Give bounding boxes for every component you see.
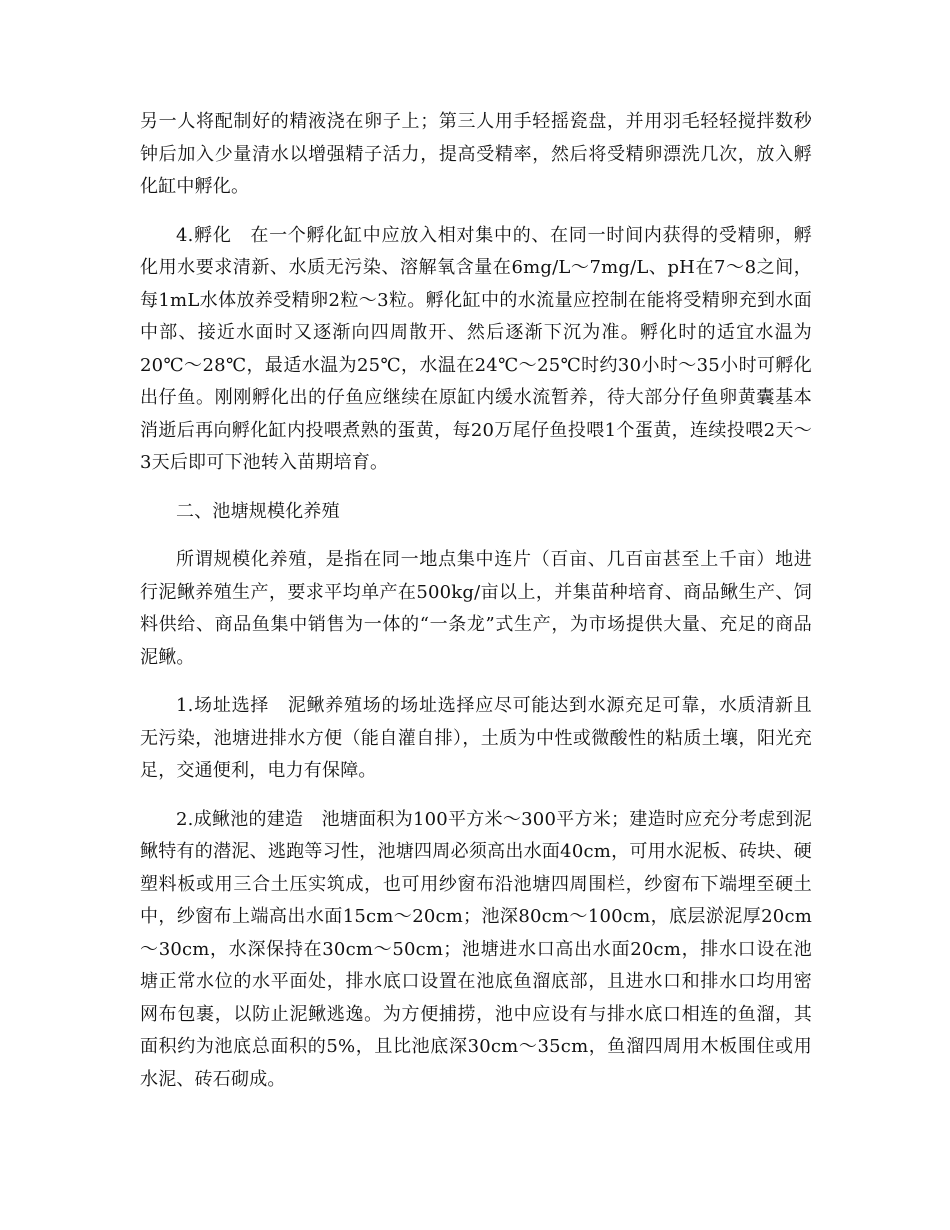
document-page <box>140 106 812 1096</box>
section-heading-pond-farming: 二、池塘规模化养殖 <box>176 500 340 522</box>
paragraph-pond-construction: 2.成鳅池的建造 池塘面积为100平方米～300平方米；建造时应充分考虑到泥鳅特有的潜泥、逃跑等习性，池塘四周必须高出水面40cm，可用水泥板、砖块、硬塑料板或用三合土压实筑成，也可用纱窗布沿池塘四周围栏，纱窗布下端埋至硬土中，纱窗布上端高出水面15cm～20cm；池深80cm～100cm，底层淤泥厚20cm～30cm，水深保持在30cm～50cm；池塘进水口高出水面20cm，排水口设在池塘正常水位的水平面处，排水底口设置在池底鱼溜底部，且进水口和排水口均用密网布包裹，以防止泥鳅逃逸。为方便捕捞，池中应设有与排水底口相连的鱼溜，其面积约为池底总面积的5%，且比池底深30cm～35cm，鱼溜四周用木板围住或用水泥、砖石砌成。 <box>140 808 812 1090</box>
paragraph-site-selection: 1.场址选择 泥鳅养殖场的场址选择应尽可能达到水源充足可靠，水质清新且无污染，池塘进排水方便（能自灌自排），土质为中性或微酸性的粘质土壤，阳光充足，交通便利，电力有保障。 <box>140 695 812 781</box>
paragraph-fertilization-continued: 另一人将配制好的精液浇在卵子上；第三人用手轻摇瓷盘，并用羽毛轻轻搅拌数秒钟后加入少量清水以增强精子活力，提高受精率，然后将受精卵漂洗几次，放入孵化缸中孵化。 <box>140 111 812 197</box>
paragraph-hatching: 4.孵化 在一个孵化缸中应放入相对集中的、在同一时间内获得的受精卵，孵化用水要求清新、水质无污染、溶解氧含量在6mg/L～7mg/L、pH在7～8之间，每1mL水体放养受精卵2粒～3粒。孵化缸中的水流量应控制在能将受精卵充到水面中部、接近水面时又逐渐向四周散开、然后逐渐下沉为准。孵化时的适宜水温为20℃～28℃，最适水温为25℃，水温在24℃～25℃时约30小时～35小时可孵化出仔鱼。刚刚孵化出的仔鱼应继续在原缸内缓水流暂养，待大部分仔鱼卵黄囊基本消逝后再向孵化缸内投喂煮熟的蛋黄，每20万尾仔鱼投喂1个蛋黄，连续投喂2天～3天后即可下池转入苗期培育。 <box>140 224 812 473</box>
paragraph-scale-farming-definition: 所谓规模化养殖，是指在同一地点集中连片（百亩、几百亩甚至上千亩）地进行泥鳅养殖生产，要求平均单产在500kg/亩以上，并集苗种培育、商品鳅生产、饲料供给、商品鱼集中销售为一体的“一条龙”式生产，为市场提供大量、充足的商品泥鳅。 <box>140 549 812 668</box>
